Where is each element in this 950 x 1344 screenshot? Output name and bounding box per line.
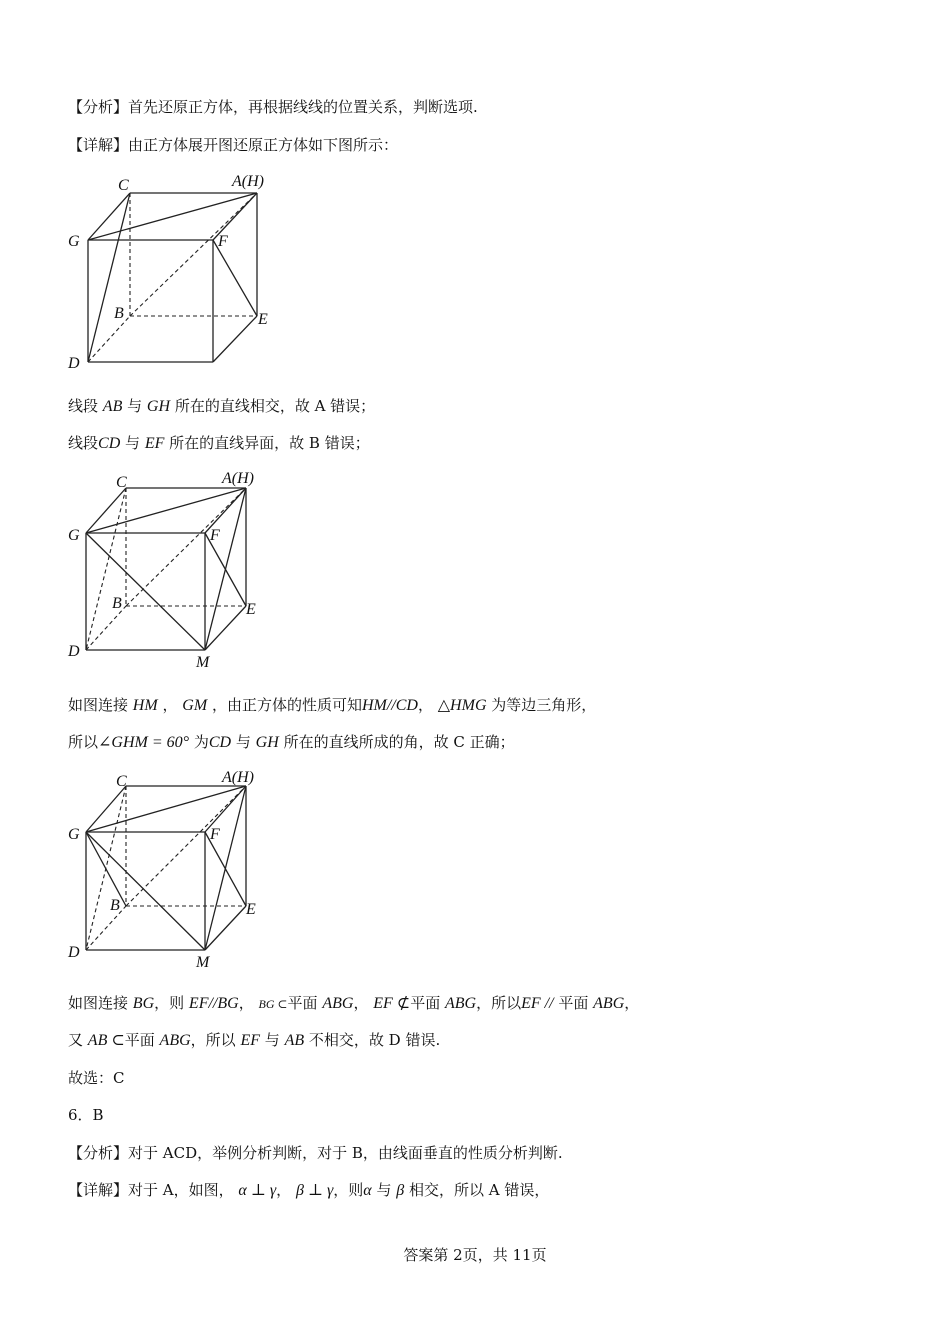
label-AH: A(H)	[222, 470, 254, 487]
option-d-line-2: 又 AB ⊂平面 ABG，所以 EF 与 AB 不相交，故 D 错误.	[68, 1031, 441, 1049]
label-AH: A(H)	[222, 769, 254, 786]
answer-line: 故选：C	[68, 1069, 125, 1087]
analysis-line-2: 【分析】对于 ACD，举例分析判断，对于 B，由线面垂直的性质分析判断.	[68, 1144, 563, 1162]
label-F: F	[218, 233, 228, 250]
label-G: G	[68, 826, 80, 843]
option-b-line: 线段CD 与 EF 所在的直线异面，故 B 错误；	[68, 434, 370, 452]
label-F: F	[210, 826, 220, 843]
label-B: B	[112, 595, 122, 612]
page-footer: 答案第 2页，共 11页	[403, 1246, 547, 1264]
label-G: G	[68, 233, 80, 250]
label-D: D	[68, 643, 80, 660]
cube-figure-1	[60, 168, 290, 378]
label-E: E	[246, 901, 256, 918]
analysis-tag: 【分析】	[68, 98, 129, 116]
label-G: G	[68, 527, 80, 544]
option-a-line: 线段 AB 与 GH 所在的直线相交，故 A 错误；	[68, 397, 376, 415]
option-d-line-1: 如图连接 BG，则 EF//BG， BG ⊂平面 ABG， EF ⊄平面 ABG，所以EF // 平面 ABG，	[68, 994, 640, 1012]
label-C: C	[118, 177, 129, 194]
cube-figure-3	[60, 764, 290, 974]
label-B: B	[114, 305, 124, 322]
label-M: M	[196, 654, 210, 671]
label-C: C	[116, 474, 127, 491]
detail-text: 由正方体展开图还原正方体如下图所示：	[128, 136, 399, 154]
analysis-line-1	[68, 97, 478, 117]
option-c-line-1: 如图连接 HM ， GM ，由正方体的性质可知HM//CD， △HMG 为等边三角形，	[68, 696, 597, 714]
analysis-text: 首先还原正方体，再根据线线的位置关系，判断选项.	[128, 98, 478, 116]
cube-figure-2	[60, 466, 290, 676]
question-6-line: 6．B	[68, 1106, 104, 1124]
label-D: D	[68, 355, 80, 372]
detail-line-2: 【详解】对于 A，如图， α ⊥ γ， β ⊥ γ，则α 与 β 相交，所以 A 错误，	[68, 1181, 550, 1199]
label-M: M	[196, 954, 210, 971]
label-AH: A(H)	[232, 173, 264, 190]
label-D: D	[68, 944, 80, 961]
label-E: E	[258, 311, 268, 328]
detail-tag: 【详解】	[68, 136, 129, 154]
label-E: E	[246, 601, 256, 618]
detail-line-1	[68, 135, 398, 155]
label-C: C	[116, 773, 127, 790]
label-F: F	[210, 527, 220, 544]
label-B: B	[110, 897, 120, 914]
option-c-line-2: 所以∠GHM = 60° 为CD 与 GH 所在的直线所成的角，故 C 正确；	[68, 733, 515, 751]
